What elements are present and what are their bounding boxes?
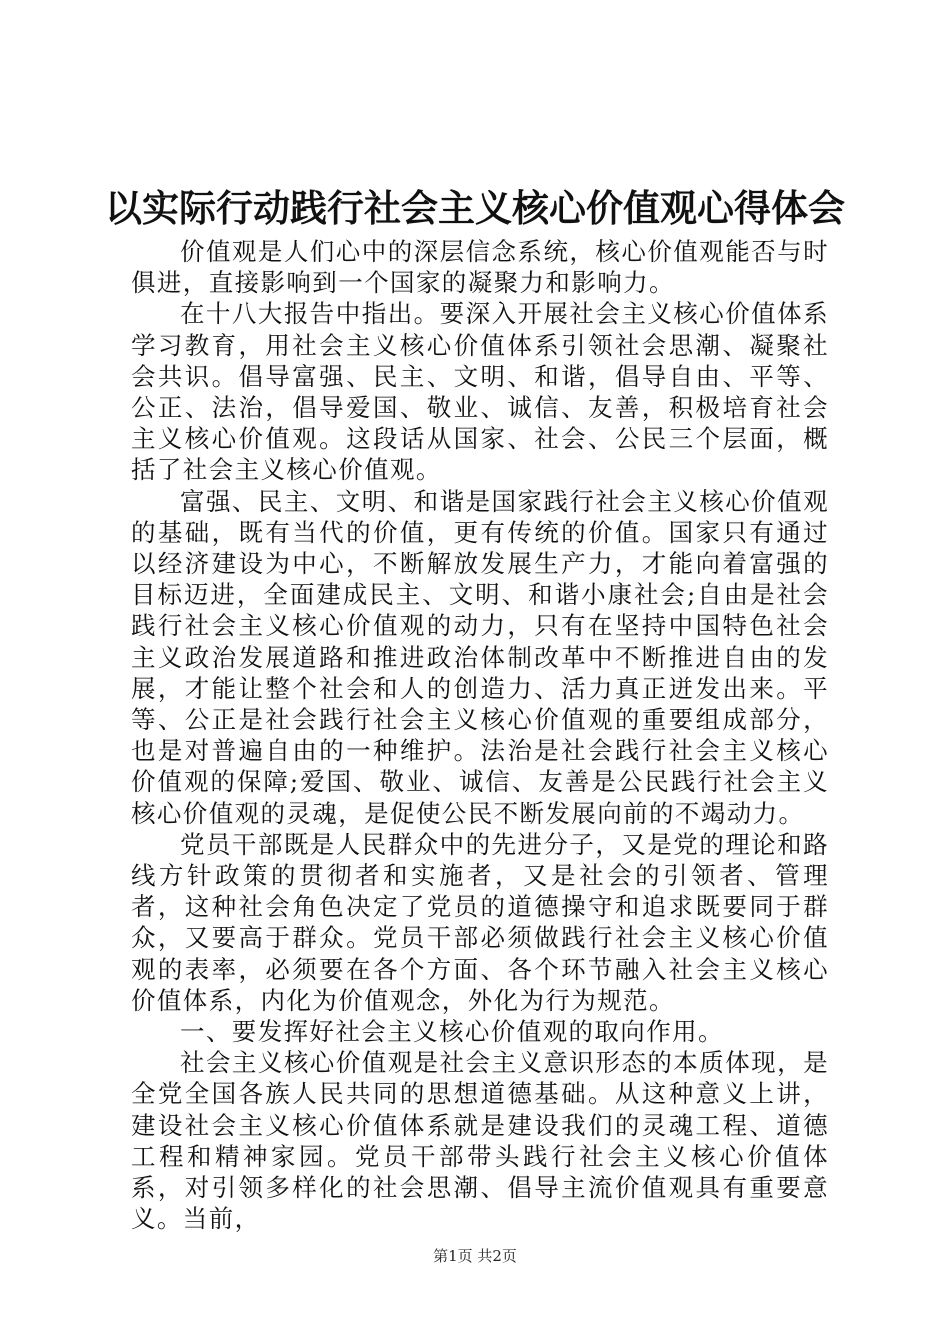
document-title: 以实际行动践行社会主义核心价值观心得体会 (105, 187, 845, 230)
paragraph-party-members: 党员干部既是人民群众中的先进分子，又是党的理论和路线方针政策的贯彻者和实施者，又是社会的引领者、管理者，这种社会角色决定了党员的道德操守和追求既要同于群众，又要高于群众。党员干部必须做践行社会主义核心价值观的表率，必须要在各个方面、各个环节融入社会主义核心价值体系，内化为价值观念，外化为行为规范。 (131, 829, 829, 1015)
section-heading-1: 一、要发挥好社会主义核心价值观的取向作用。 (180, 1017, 724, 1047)
page-footer: 第1页 共2页 (433, 1247, 517, 1265)
paragraph-report: 在十八大报告中指出。要深入开展社会主义核心价值体系学习教育，用社会主义核心价值体系引领社会思潮、凝聚社会共识。倡导富强、民主、文明、和谐，倡导自由、平等、公正、法治，倡导爱国、敬业、诚信、友善，积极培育社会主义核心价值观。这段话从国家、社会、公民三个层面，概括了社会主义核心价值观。 (131, 299, 829, 485)
paragraph-intro: 价值观是人们心中的深层信念系统，核心价值观能否与时俱进，直接影响到一个国家的凝聚力和影响力。 (131, 237, 829, 298)
paragraph-core-values: 社会主义核心价值观是社会主义意识形态的本质体现，是全党全国各族人民共同的思想道德基础。从这种意义上讲，建设社会主义核心价值体系就是建设我们的灵魂工程、道德工程和精神家园。党员干部带头践行社会主义核心价值体系，对引领多样化的社会思潮、倡导主流价值观具有重要意义。当前， (131, 1048, 829, 1234)
document-body (131, 236, 829, 1235)
paragraph-values-levels: 富强、民主、文明、和谐是国家践行社会主义核心价值观的基础，既有当代的价值，更有传统的价值。国家只有通过以经济建设为中心，不断解放发展生产力，才能向着富强的目标迈进，全面建成民主、文明、和谐小康社会;自由是社会践行社会主义核心价值观的动力，只有在坚持中国特色社会主义政治发展道路和推进政治体制改革中不断推进自由的发展，才能让整个社会和人的创造力、活力真正迸发出来。平等、公正是社会践行社会主义核心价值观的重要组成部分，也是对普遍自由的一种维护。法治是社会践行社会主义核心价值观的保障;爱国、敬业、诚信、友善是公民践行社会主义核心价值观的灵魂，是促使公民不断发展向前的不竭动力。 (131, 486, 829, 828)
